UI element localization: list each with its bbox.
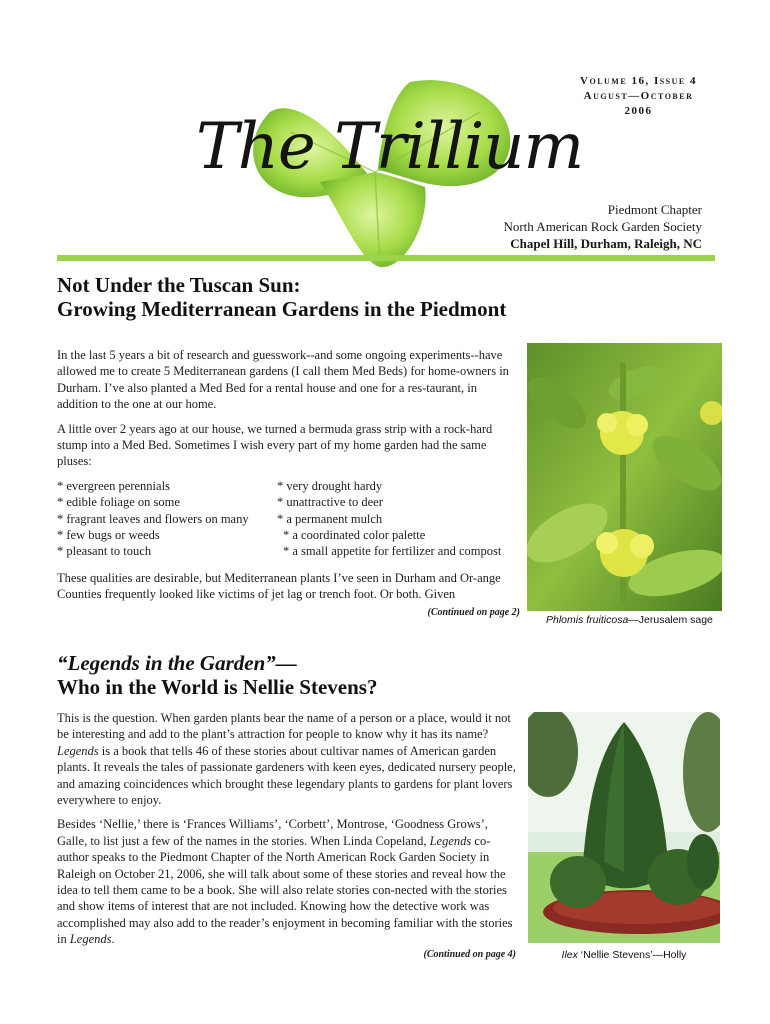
plus-item: * edible foliage on some [57,495,180,510]
text-run: co-author speaks to the Piedmont Chapter of the North American Rock Garden Society in Raleigh on October 21, 2006, she will talk about some of these stories and reveal how the idea to tell them came to be a book. She will also relate stories con-nected with the stories and show items of interest that are not included. Knowing how the detective work was accomplished may also add to the reader’s enjoyment in becoming familiar with the stories in [57,833,513,947]
volume-issue: Volume 16, Issue 4 [580,75,697,87]
photo2-caption [528,949,720,961]
plus-item: * few bugs or weeds [57,528,160,543]
plus-item: * a coordinated color palette [283,528,426,543]
book-title: Legends [429,833,472,848]
text-run: Besides ‘Nellie,’ there is ‘Frances Williams’, ‘Corbett’, Montrose, ‘Goodness Grows’, Galle, to list just a few of the names in the stories. When Linda Copeland, [57,817,488,848]
plus-item: * unattractive to deer [277,495,383,510]
continued-link[interactable]: (Continued on page 4) [423,949,516,960]
article2-title-line2: Who in the World is Nellie Stevens? [57,675,378,699]
article1-paragraph: A little over 2 years ago at our house, we turned a bermuda grass strip with a rock-hard stump into a Med Bed. Sometimes I wish every part of my home garden had the same pluses: [57,421,493,469]
article1-paragraph: These qualities are desirable, but Mediterranean plants I’ve seen in Durham and Or-ange Counties frequently looked like victims of jet lag or trench foot. Or both. Given [57,571,501,602]
pluses-list [57,478,527,560]
chapter-cities: Chapel Hill, Durham, Raleigh, NC [510,236,702,251]
book-title: Legends [69,932,112,947]
chapter-name: Piedmont Chapter [607,202,702,217]
article1-paragraph: In the last 5 years a bit of research and guesswork--and some ongoing experiments--have allowed me to create 5 Mediterranean gardens (I call them Med Beds) for home-owners in Durham. I’ve also planted a Med Bed for a rental house and one for a res-taurant, in addition to the one at our home. [57,348,509,412]
issue-info [580,74,697,119]
continued-link[interactable]: (Continued on page 2) [427,607,520,618]
pluses-right-column [277,478,527,560]
text-run: is a book that tells 46 of these stories about cultivar names of American garden plants. It reveals the tales of passionate gardeners with keen eyes, dedicated nursery people, and amazing coincidences which brought these legendary plants to gardens for plant lovers everywhere to enjoy. [57,743,516,808]
plus-item: * a permanent mulch [277,511,383,526]
issue-period: August—October [583,90,694,102]
article1-body-continued [57,570,519,611]
article2-title [57,651,517,699]
society-name: North American Rock Garden Society [503,219,702,234]
caption-common-name: ‘Nellie Stevens’—Holly [577,949,687,961]
caption-species: Phlomis fruiticosa [546,614,629,626]
chapter-info [503,201,702,252]
book-title: Legends [57,743,99,758]
caption-common-name: —Jerusalem sage [628,614,713,626]
plus-item: * evergreen perennials [57,478,170,493]
pluses-left-column [57,478,277,560]
newsletter-title: The Trillium [196,110,584,184]
text-run: This is the question. When garden plants bear the name of a person or a place, would it not be interesting and add to the plant’s attraction for people to know why it has its name? [57,711,511,742]
jerusalem-sage-photo [527,343,722,611]
issue-year: 2006 [624,105,653,117]
article2-body [57,710,519,956]
article1-body [57,347,519,568]
green-divider [57,255,715,261]
article1-title-line2: Growing Mediterranean Gardens in the Piedmont [57,297,507,321]
text-run: . [111,932,115,947]
caption-species: Ilex [561,949,578,961]
article1-title-line1: Not Under the Tuscan Sun: [57,273,301,297]
photo1-caption [527,614,747,626]
article2-paragraph [57,816,519,947]
article2-title-line1: “Legends in the Garden”— [57,651,297,675]
article1-title [57,273,557,321]
plus-item: * very drought hardy [277,478,383,493]
article2-paragraph [57,710,519,808]
holly-photo [528,712,720,943]
plus-item: * a small appetite for fertilizer and compost [283,544,502,559]
plus-item: * fragrant leaves and flowers on many [57,511,249,526]
plus-item: * pleasant to touch [57,544,152,559]
